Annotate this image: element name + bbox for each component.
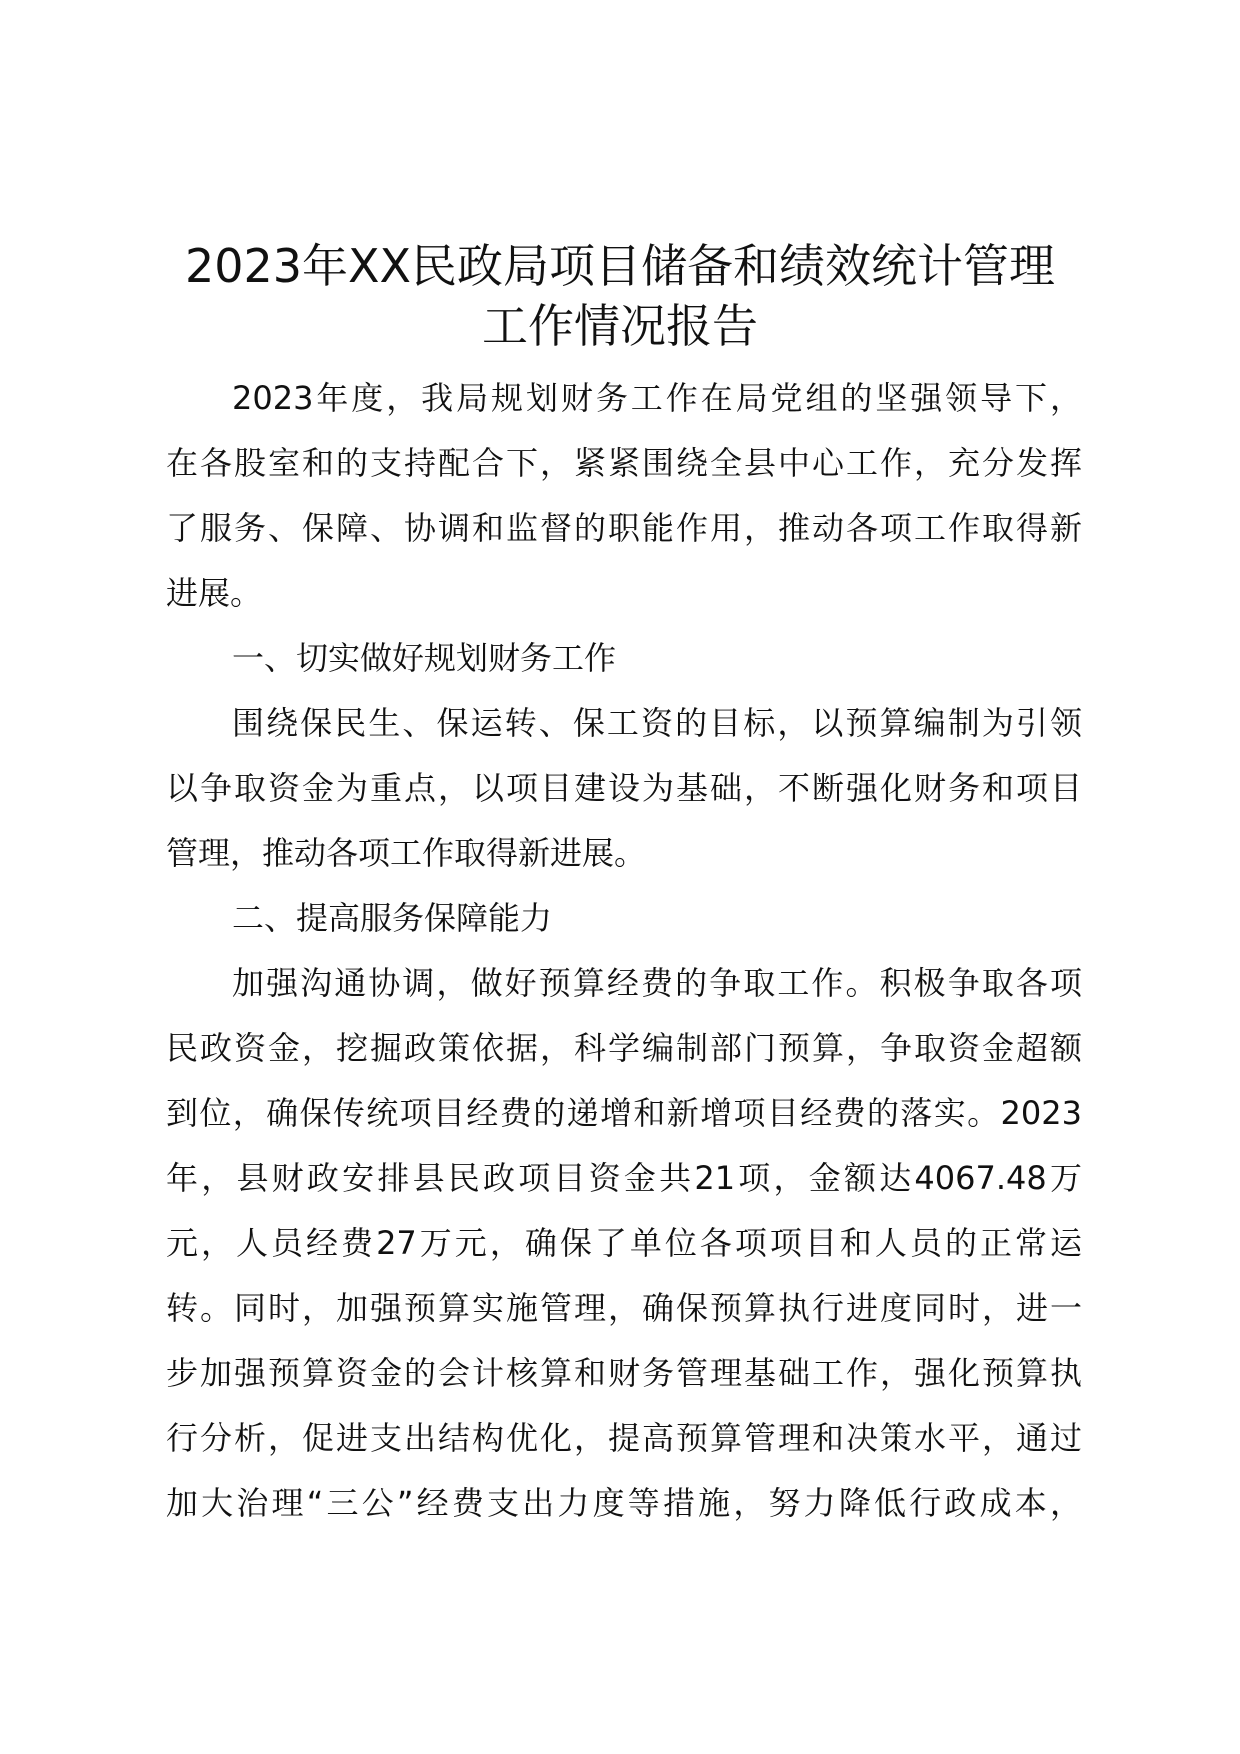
paragraph-line: 以争取资金为重点，以项目建设为基础，不断强化财务和项目 [166, 769, 1082, 807]
paragraph-line: 了服务、保障、协调和监督的职能作用，推动各项工作取得新 [166, 509, 1082, 547]
paragraph-line: 转。同时，加强预算实施管理，确保预算执行进度同时，进一 [166, 1289, 1082, 1327]
paragraph-line: 加大治理“三公”经费支出力度等措施，努力降低行政成本， [166, 1484, 1082, 1522]
paragraph-line: 加强沟通协调，做好预算经费的争取工作。积极争取各项 [232, 964, 1082, 1002]
paragraph-line: 在各股室和的支持配合下，紧紧围绕全县中心工作，充分发挥 [166, 444, 1082, 482]
title-line-1: 2023年XX民政局项目储备和绩效统计管理 [184, 239, 1056, 293]
paragraph-line: 进展。 [166, 574, 263, 612]
paragraph-line: 年，县财政安排县民政项目资金共21项，金额达4067.48万 [166, 1159, 1082, 1197]
paragraph-line: 步加强预算资金的会计核算和财务管理基础工作，强化预算执 [166, 1354, 1082, 1392]
section-heading-2: 二、提高服务保障能力 [232, 899, 553, 937]
document-title [160, 236, 1080, 356]
paragraph-line: 行分析，促进支出结构优化，提高预算管理和决策水平，通过 [166, 1419, 1082, 1457]
paragraph-line: 到位，确保传统项目经费的递增和新增项目经费的落实。2023 [166, 1094, 1082, 1132]
document-body [166, 366, 1082, 1536]
paragraph-line: 管理，推动各项工作取得新进展。 [166, 834, 647, 872]
paragraph-line: 民政资金，挖掘政策依据，科学编制部门预算，争取资金超额 [166, 1029, 1082, 1067]
paragraph-line: 元，人员经费27万元，确保了单位各项项目和人员的正常运 [166, 1224, 1082, 1262]
paragraph-line: 围绕保民生、保运转、保工资的目标，以预算编制为引领 [232, 704, 1082, 742]
title-line-2: 工作情况报告 [482, 299, 758, 353]
paragraph-line: 2023年度，我局规划财务工作在局党组的坚强领导下， [232, 379, 1082, 417]
section-heading-1: 一、切实做好规划财务工作 [232, 639, 617, 677]
